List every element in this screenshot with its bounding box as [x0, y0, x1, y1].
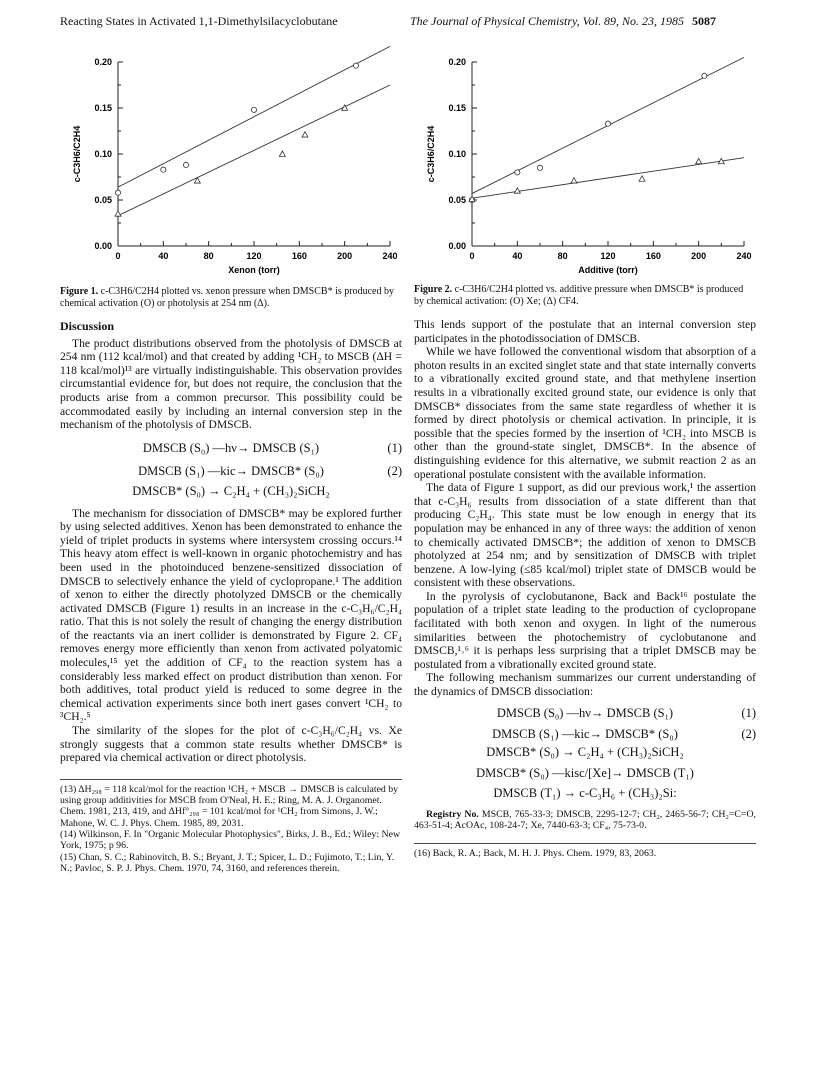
right-eq4-text: DMSCB* (S₀) —kisc/[Xe]→ DMSCB (T₁)	[476, 766, 694, 781]
fig1-y-tick-label: 0.05	[94, 195, 112, 205]
fig1-x-tick-label: 240	[382, 251, 398, 261]
left-equation-1	[60, 442, 402, 456]
fig1-y-tick-label: 0.10	[94, 149, 112, 159]
figure-2-caption-text: c-C3H6/C2H4 plotted vs. additive pressure when DMSCB* is produced by chemical activation: (O) Xe; (Δ) CF4.	[414, 284, 744, 307]
fig2-circle-point	[605, 121, 610, 126]
journal-citation: The Journal of Physical Chemistry, Vol. 89, No. 23, 1985	[410, 14, 684, 28]
left-eq2-number: (2)	[387, 464, 402, 479]
right-eq2-number: (2)	[741, 727, 756, 742]
figure-2-chart	[414, 50, 754, 282]
right-eq3-text: DMSCB* (S₀) → C₂H₄ + (CH₃)₂SiCH₂	[486, 744, 684, 759]
fig1-y-axis-label: c-C3H6/C2H4	[72, 125, 82, 183]
discussion-heading: Discussion	[60, 319, 115, 333]
fig2-triangle-point	[696, 158, 702, 163]
fig1-circle-point	[353, 63, 358, 68]
fig2-triangle-point	[571, 178, 577, 183]
fig2-triangle-point	[514, 188, 520, 193]
right-equation-5	[414, 787, 756, 801]
fig2-x-tick-label: 200	[691, 251, 707, 261]
fig2-y-axis-label: c-C3H6/C2H4	[426, 125, 436, 183]
fig2-x-tick-label: 120	[600, 251, 616, 261]
figure-1-label: Figure 1.	[60, 286, 99, 297]
right-eq1-number: (1)	[741, 705, 756, 720]
fig1-fit-line-triangle	[118, 85, 390, 216]
fig1-circle-point	[183, 162, 188, 167]
fig2-y-tick-label: 0.05	[448, 195, 466, 205]
footnote-16: (16) Back, R. A.; Back, M. H. J. Phys. Chem. 1979, 83, 2063.	[414, 848, 657, 860]
running-header-right	[410, 14, 716, 29]
left-eq2-text: DMSCB (S₁) —kic→ DMSCB* (S₀)	[138, 464, 324, 479]
fig1-triangle-point	[302, 132, 308, 137]
left-eq3-text: DMSCB* (S₀) → C₂H₄ + (CH₃)₂SiCH₂	[132, 483, 330, 498]
left-eq1-number: (1)	[387, 440, 402, 455]
fig1-fit-line-circle	[118, 46, 390, 187]
fig2-triangle-point	[639, 176, 645, 181]
fig1-x-tick-label: 40	[158, 251, 169, 261]
right-eq2-text: DMSCB (S₁) —kic→ DMSCB* (S₀)	[492, 727, 678, 742]
fig1-circle-point	[115, 190, 120, 195]
running-header-left: Reacting States in Activated 1,1-Dimethylsilacyclobutane	[60, 14, 338, 28]
right-paragraph-5: The following mechanism summarizes our current understanding of the dynamics of DMSCB dissociation:	[414, 671, 756, 699]
fig2-fit-line-triangle	[472, 158, 744, 198]
figure-1-caption-text: c-C3H6/C2H4 plotted vs. xenon pressure when DMSCB* is produced by chemical activation (O) or photolysis at 254 nm (Δ).	[60, 286, 394, 309]
footnote-15: (15) Chan, S. C.; Rabinovitch, B. S.; Bryant, J. T.; Spicer, L. D.; Fujimoto, T.; Lin, Y. N.; Pavloc, S. P. J. Phys. Chem. 1970, 74, 3160, and references therein.	[60, 851, 395, 874]
left-equation-2	[60, 465, 402, 479]
fig1-y-tick-label: 0.15	[94, 103, 112, 113]
fig2-x-tick-label: 240	[736, 251, 752, 261]
fig2-y-tick-label: 0.20	[448, 57, 466, 67]
right-paragraph-1: This lends support of the postulate that an internal conversion step participates in the photodissociation of DMSCB.	[414, 318, 756, 345]
left-paragraph-1: The product distributions observed from the photolysis of DMSCB at 254 nm (112 kcal/mol) and that created by adding ¹CH₂ to MSCB (ΔH = 118 kcal/mol)¹³ are virtually indistinguishable. This observation provides circumstantial evidence for, but does not require, the conclusion that the products arise from a common precursor. This possibility could be accommodated easily by including an internal conversion step in the mechanism of the photolysis of DMSCB.	[60, 336, 402, 432]
left-column	[60, 320, 402, 874]
left-eq1-text: DMSCB (S₀) —hν→ DMSCB (S₁)	[142, 440, 320, 455]
right-equation-1	[414, 707, 756, 721]
page-number: 5087	[692, 14, 716, 28]
right-equation-2	[414, 728, 756, 742]
fig2-x-tick-label: 160	[645, 251, 661, 261]
right-column	[414, 318, 756, 859]
fig1-x-tick-label: 200	[337, 251, 353, 261]
fig2-x-tick-label: 0	[469, 251, 475, 261]
right-eq5-text: DMSCB (T₁) → c-C₃H₆ + (CH₃)₂Si:	[493, 786, 677, 800]
right-footnote-rule	[414, 843, 756, 844]
fig2-y-tick-label: 0.10	[448, 149, 466, 159]
registry-label: Registry No.	[426, 808, 479, 820]
fig2-circle-point	[515, 170, 520, 175]
fig1-x-axis-label: Xenon (torr)	[228, 265, 280, 275]
fig1-triangle-point	[115, 211, 121, 216]
footnote-14: (14) Wilkinson, F. In "Organic Molecular Photophysics", Birks, J. B., Ed.; Wiley: New York, 1975; p 96.	[60, 829, 401, 852]
figure-1-caption	[60, 286, 400, 310]
fig2-circle-point	[537, 165, 542, 170]
fig2-x-tick-label: 40	[512, 251, 523, 261]
fig2-y-tick-label: 0.00	[448, 241, 466, 251]
fig2-circle-point	[702, 73, 707, 78]
fig2-y-tick-label: 0.15	[448, 103, 466, 113]
figure-2-caption	[414, 284, 754, 308]
fig1-y-tick-label: 0.20	[94, 57, 112, 67]
right-paragraph-4: In the pyrolysis of cyclobutanone, Back and Back¹⁶ postulate the population of a triplet state leading to the production of cyclopropane facilitated with both xenon and oxygen. In light of the numerous similarities between the photochemistry of cyclobutanone and DMSCB,¹˒⁶ it is perhaps less surprising that a triplet DMSCB may be postulated from a vibrationally excited ground state.	[414, 589, 756, 671]
right-eq1-text: DMSCB (S₀) —hν→ DMSCB (S₁)	[496, 705, 674, 720]
registry-text: MSCB, 765-33-3; DMSCB, 2295-12-7; CH₂, 2465-56-7; CH₂=C=O, 463-51-4; AcOAc, 108-24-7; Xe, 7440-63-3; CF₄, 75-73-0.	[414, 808, 756, 831]
figure-2-label: Figure 2.	[414, 284, 453, 295]
fig1-triangle-point	[279, 151, 285, 156]
fig1-circle-point	[251, 107, 256, 112]
left-footnote-rule	[60, 779, 402, 780]
registry-numbers	[414, 809, 756, 832]
fig1-y-tick-label: 0.00	[94, 241, 112, 251]
left-paragraph-2: The mechanism for dissociation of DMSCB* may be explored further by using selected additives. Xenon has been demonstrated to enhance the yield of triplet products in systems where intersystem crossing occurs.¹⁴ This heavy atom effect is well-known in organic photochemistry and has been used in the photoinduced benzene-sensitized dissociation of DMSCB to selectively enhance the yield of cyclopropane.¹ The addition of xenon to either the directly photolyzed DMSCB or the chemically activated DMSCB (Figure 1) results in an increase in the c-C₃H₆/C₂H₄ ratio. That this is not solely the result of changing the energy distribution of the reactants via an inert collider is demonstrated by Figure 2. CF₄ removes energy more efficiently than xenon from activated polyatomic molecules,¹⁵ yet the addition of CF₄ to the reaction system has a considerably less marked effect on product distribution than xenon. For both additives, total product yield is reduced to some degree in the chemical activation experiments since both inert gases convert ¹CH₂ to ³CH₂.⁵	[60, 506, 402, 724]
fig1-x-tick-label: 80	[203, 251, 214, 261]
footnote-13: (13) ΔH₂₉₈ = 118 kcal/mol for the reaction ¹CH₂ + MSCB → DMSCB is calculated by using group additivities for MSCB from O'Neal, H. E.; Ring, M. A. J. Organomet. Chem. 1981, 213, 419, and ΔHf°₂₉₈ = 101 kcal/mol for ¹CH₂ from Simons, J. W.; Mahone, W. C. J. Phys. Chem. 1985, 89, 2031.	[60, 783, 399, 829]
left-paragraph-3: The similarity of the slopes for the plot of c-C₃H₆/C₂H₄ vs. Xe strongly suggests that a common state results whether DMSCB* is prepared via chemical activation or direct photolysis.	[60, 724, 402, 765]
right-paragraph-2: While we have followed the conventional wisdom that absorption of a photon results in an excited singlet state and that state internally converts to a vibrationally excited ground state, and that methylene insertion results in a vibrationally excited ground state, our evidence is only that DMSCB* dissociates from the same state regardless of whether it is formed by direct photolysis or chemical activation. In principle, it is possible that the species formed by the insertion of ¹CH₂ into MSCB is other than the ground-state singlet, DMSCB*. In the absence of distinguishing evidence for this alternative, we submit reaction 2 as an operational postulate consistent with the available information.	[414, 345, 756, 481]
fig1-x-tick-label: 120	[246, 251, 262, 261]
left-equation-3	[60, 485, 402, 499]
right-paragraph-3: The data of Figure 1 support, as did our previous work,¹ the assertion that c-C₃H₆ results from dissociation of a state different than that producing C₂H₄. This state must be low enough in energy that its population may be enhanced in any of three ways: the addition of xenon to chemically activated DMSCB*; the addition of xenon to DMSCB photolyzed at 254 nm; and by sensitization of DMSCB with triplet benzene. A low-lying (≤85 kcal/mol) triplet state of DMSCB would be consistent with these observations.	[414, 481, 756, 590]
fig1-x-tick-label: 0	[115, 251, 121, 261]
fig1-x-tick-label: 160	[291, 251, 307, 261]
fig1-circle-point	[161, 167, 166, 172]
right-equation-4	[414, 767, 756, 781]
figure-1-chart	[60, 50, 400, 282]
fig2-x-axis-label: Additive (torr)	[578, 265, 638, 275]
fig2-x-tick-label: 80	[557, 251, 568, 261]
right-equation-3	[414, 746, 756, 760]
